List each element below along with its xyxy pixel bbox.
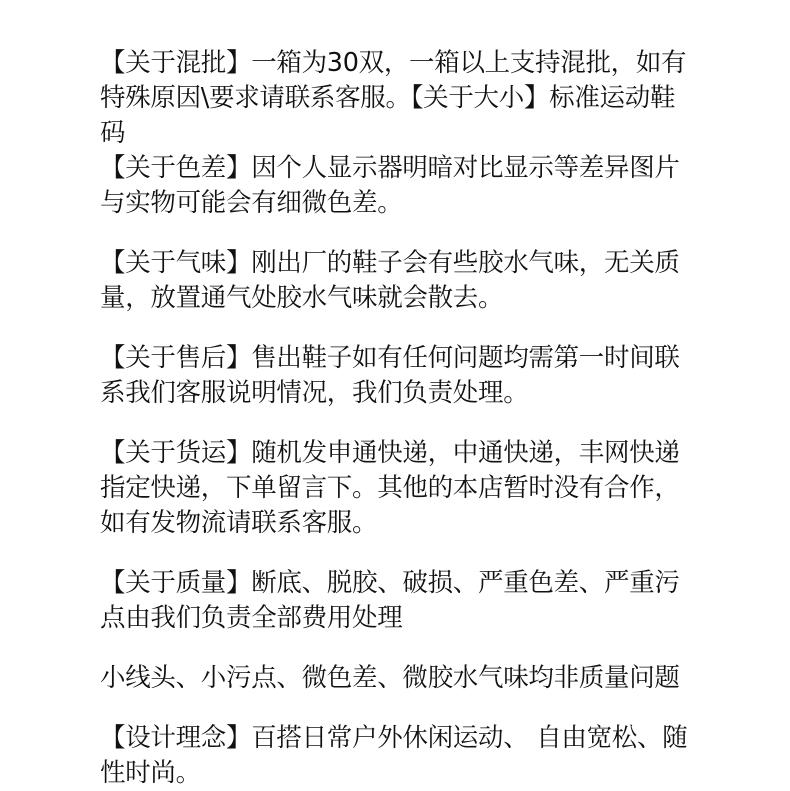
text-line: 量，放置通气处胶水气味就会散去。	[100, 283, 504, 313]
shop-notice-text	[100, 46, 700, 791]
text-line: 【设计理念】百搭日常户外休闲运动、 自由宽松、随	[100, 723, 688, 753]
paragraph-gap	[100, 411, 700, 436]
text-line: 【关于货运】随机发申通快递，中通快递，丰网快递	[100, 438, 680, 468]
text-line: 小线头、小污点、微色差、微胶水气味均非质量问题	[100, 663, 680, 693]
text-line: 【关于质量】断底、脱胶、破损、严重色差、严重污	[100, 568, 680, 598]
text-line: 【关于气味】刚出厂的鞋子会有些胶水气味，无关质	[100, 248, 680, 278]
paragraph-gap	[100, 636, 700, 661]
paragraph-gap	[100, 541, 700, 566]
text-line: 【关于色差】因个人显示器明暗对比显示等差异图片	[100, 153, 680, 183]
text-line: 码	[100, 118, 126, 148]
text-line: 【关于售后】售出鞋子如有任何问题均需第一时间联	[100, 343, 680, 373]
text-line: 点由我们负责全部费用处理	[100, 603, 403, 633]
text-line: 如有发物流请联系客服。	[100, 508, 378, 538]
text-line: 系我们客服说明情况，我们负责处理。	[100, 378, 529, 408]
text-line: 指定快递，下单留言下。其他的本店暂时没有合作，	[100, 473, 680, 503]
text-line: 性时尚。	[100, 758, 201, 788]
text-line: 与实物可能会有细微色差。	[100, 188, 403, 218]
text-line: 特殊原因\要求请联系客服。【关于大小】标准运动鞋	[100, 83, 676, 113]
paragraph-gap	[100, 696, 700, 721]
paragraph-gap	[100, 316, 700, 341]
text-line: 【关于混批】一箱为30双，一箱以上支持混批，如有	[100, 48, 687, 78]
paragraph-gap	[100, 221, 700, 246]
